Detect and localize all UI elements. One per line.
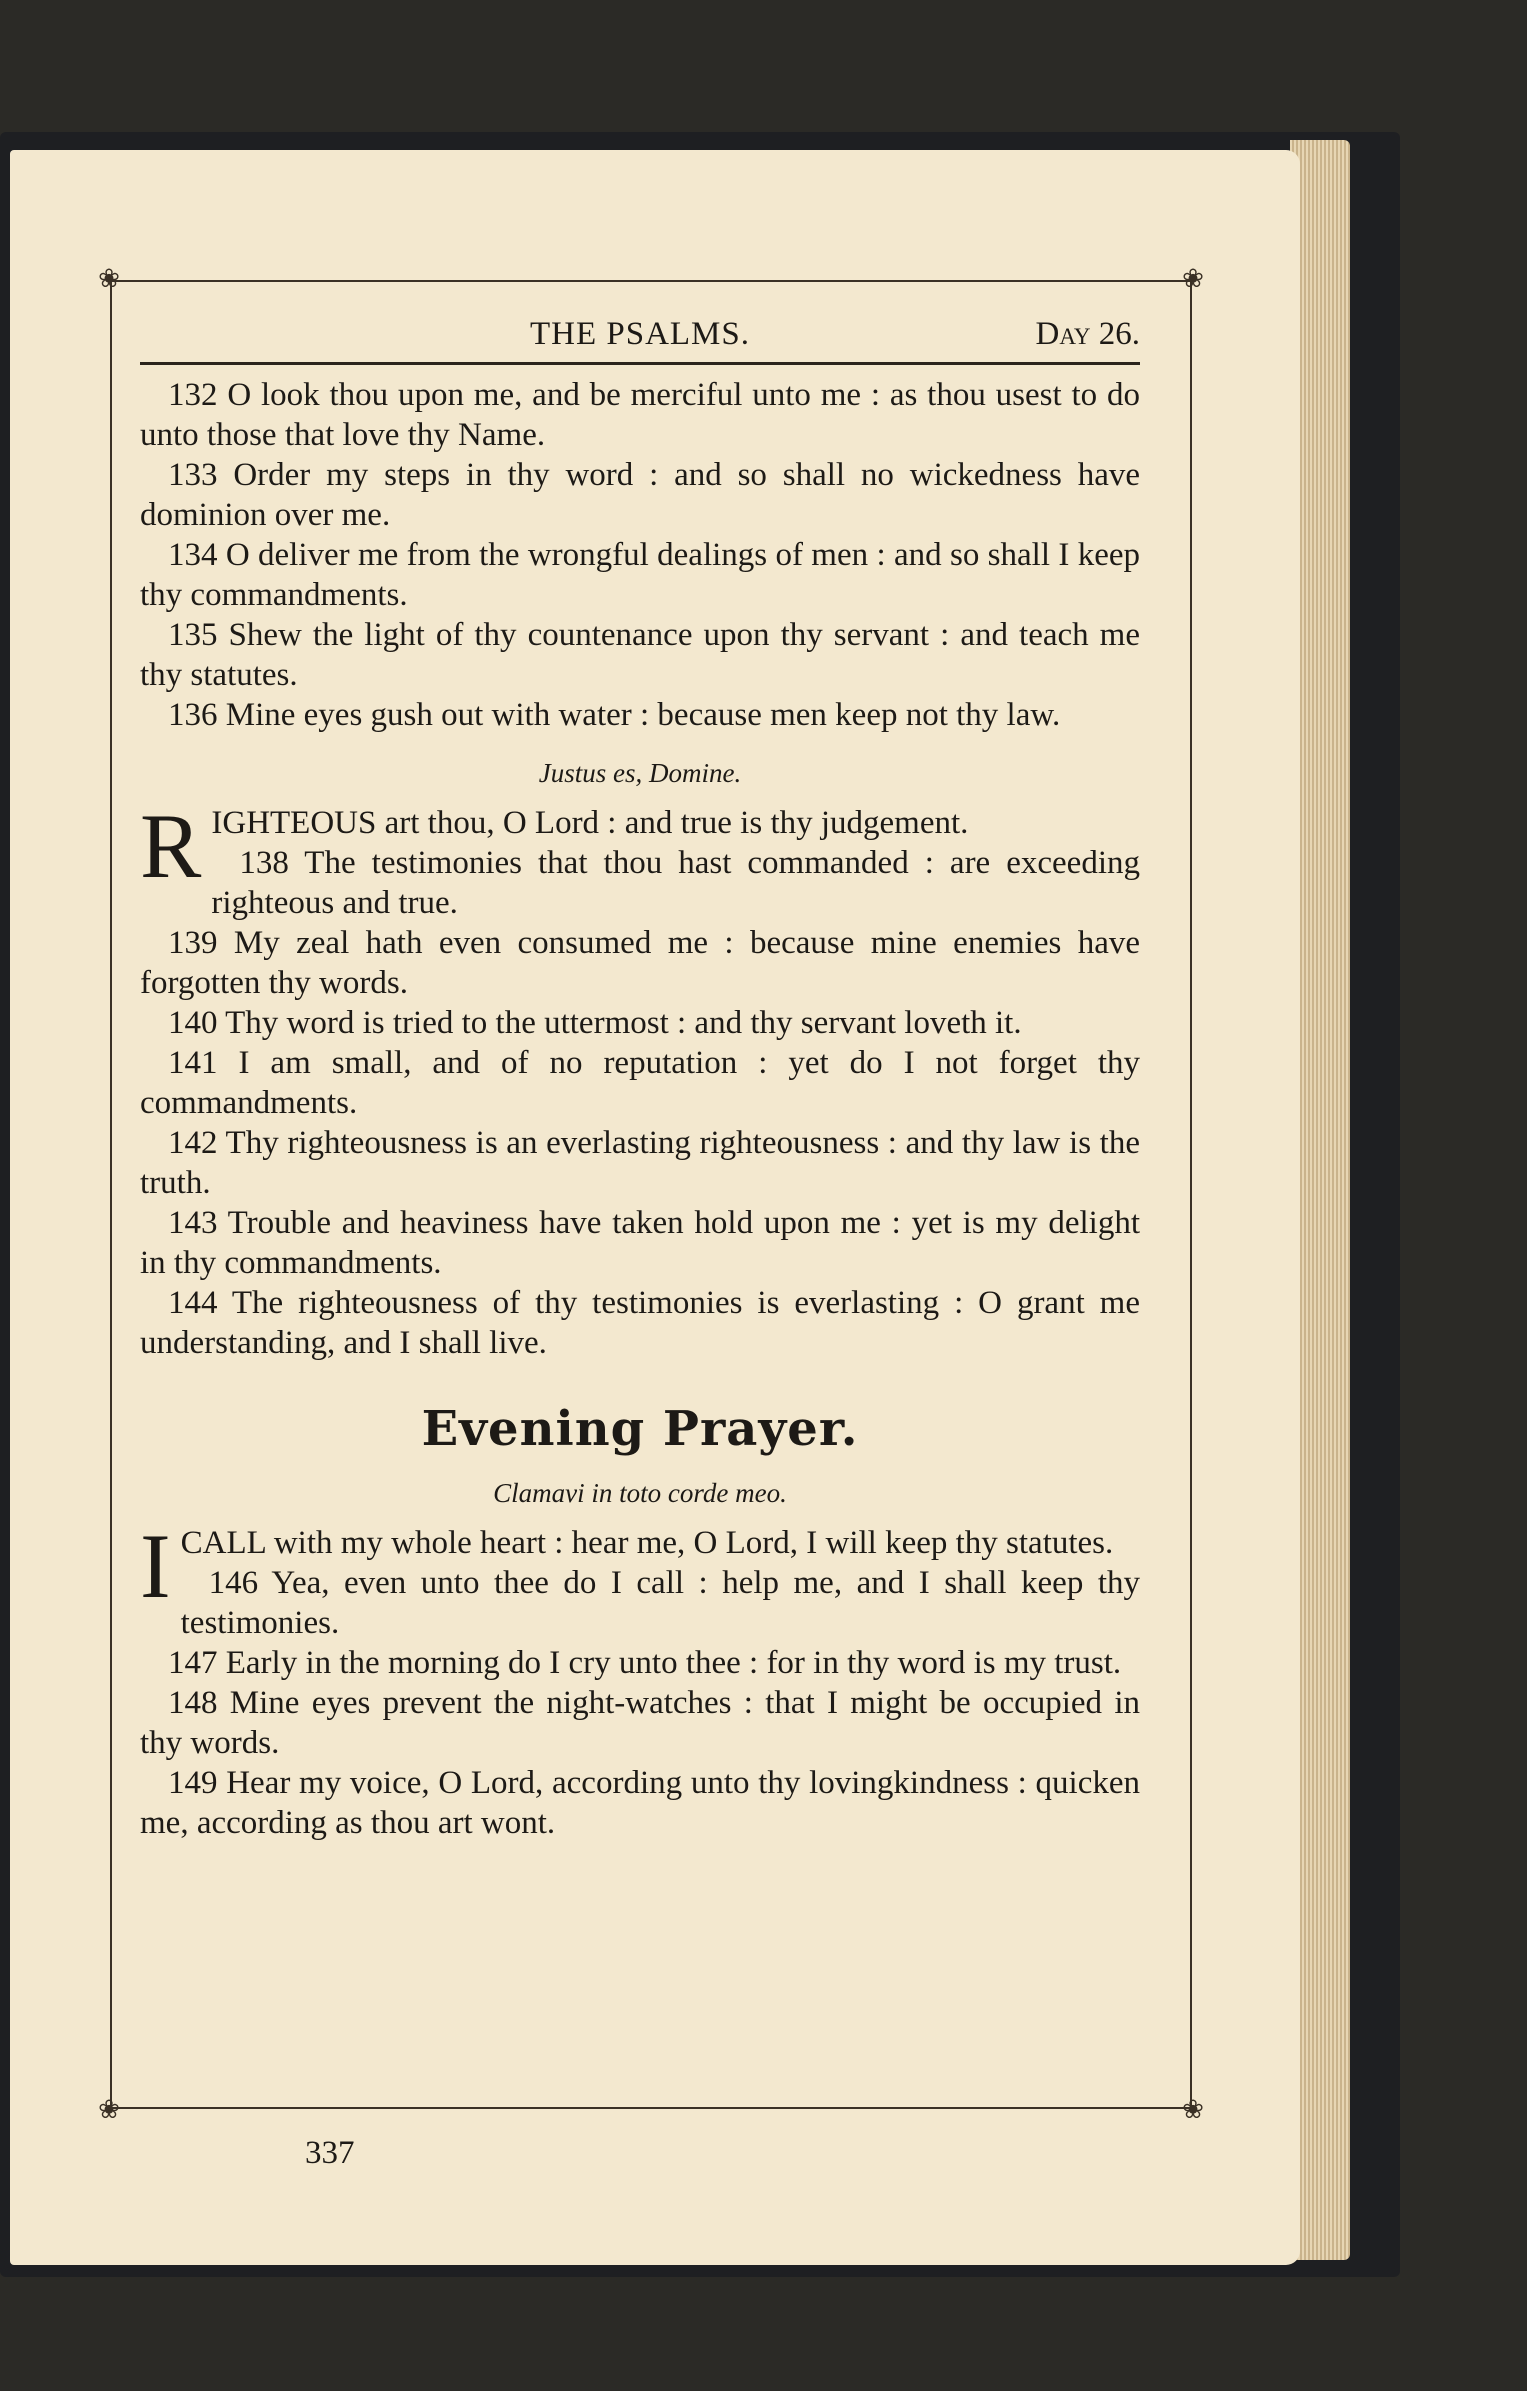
verse: 138 The testimonies that thou hast commanded : are exceeding righteous and true. bbox=[211, 845, 1140, 921]
page-content bbox=[140, 300, 1140, 1843]
section-title: Clamavi in toto corde meo. bbox=[493, 1478, 787, 1508]
page-number: 337 bbox=[305, 2135, 355, 2171]
drop-cap: R bbox=[140, 795, 202, 897]
verse: 149 Hear my voice, O Lord, according unto thy lovingkindness : quicken me, according as thou art wont. bbox=[140, 1765, 1140, 1841]
running-header bbox=[140, 300, 1140, 365]
verse: 136 Mine eyes gush out with water : because men keep not thy law. bbox=[168, 697, 1061, 733]
section-title: Justus es, Domine. bbox=[538, 758, 742, 788]
verse-text: CALL with my whole heart : hear me, O Lord, I will keep thy statutes. bbox=[180, 1525, 1114, 1561]
verse: 144 The righteousness of thy testimonies is everlasting : O grant me understanding, and I shall live. bbox=[140, 1285, 1140, 1361]
corner-ornament-icon: ❀ bbox=[98, 2095, 120, 2125]
verse: 143 Trouble and heaviness have taken hold upon me : yet is my delight in thy commandments. bbox=[140, 1205, 1140, 1281]
corner-ornament-icon: ❀ bbox=[1182, 264, 1204, 294]
section-heading: Evening Prayer. bbox=[421, 1401, 859, 1457]
verse: 139 My zeal hath even consumed me : because mine enemies have forgotten thy words. bbox=[140, 925, 1140, 1001]
verse: 142 Thy righteousness is an everlasting righteousness : and thy law is the truth. bbox=[140, 1125, 1140, 1201]
corner-ornament-icon: ❀ bbox=[98, 264, 120, 294]
day-label: Day 26. bbox=[1035, 316, 1140, 352]
verse: 132 O look thou upon me, and be merciful unto me : as thou usest to do unto those that love thy Name. bbox=[140, 377, 1140, 453]
verse-text: IGHTEOUS art thou, O Lord : and true is thy judgement. bbox=[211, 805, 969, 841]
verse: 135 Shew the light of thy countenance upon thy servant : and teach me thy statutes. bbox=[140, 617, 1140, 693]
verse: 146 Yea, even unto thee do I call : help me, and I shall keep thy testimonies. bbox=[180, 1565, 1140, 1641]
drop-cap: I bbox=[140, 1515, 171, 1617]
verse: 133 Order my steps in thy word : and so shall no wickedness have dominion over me. bbox=[140, 457, 1140, 533]
verse: 147 Early in the morning do I cry unto thee : for in thy word is my trust. bbox=[168, 1645, 1122, 1681]
running-title: THE PSALMS. bbox=[529, 316, 751, 352]
psalm-text bbox=[140, 375, 1140, 1843]
corner-ornament-icon: ❀ bbox=[1182, 2095, 1204, 2125]
verse: 148 Mine eyes prevent the night-watches : that I might be occupied in thy words. bbox=[140, 1685, 1140, 1761]
verse: 141 I am small, and of no reputation : yet do I not forget thy commandments. bbox=[140, 1045, 1140, 1121]
verse: 134 O deliver me from the wrongful dealings of men : and so shall I keep thy commandments. bbox=[140, 537, 1140, 613]
verse: 140 Thy word is tried to the uttermost : and thy servant loveth it. bbox=[168, 1005, 1022, 1041]
